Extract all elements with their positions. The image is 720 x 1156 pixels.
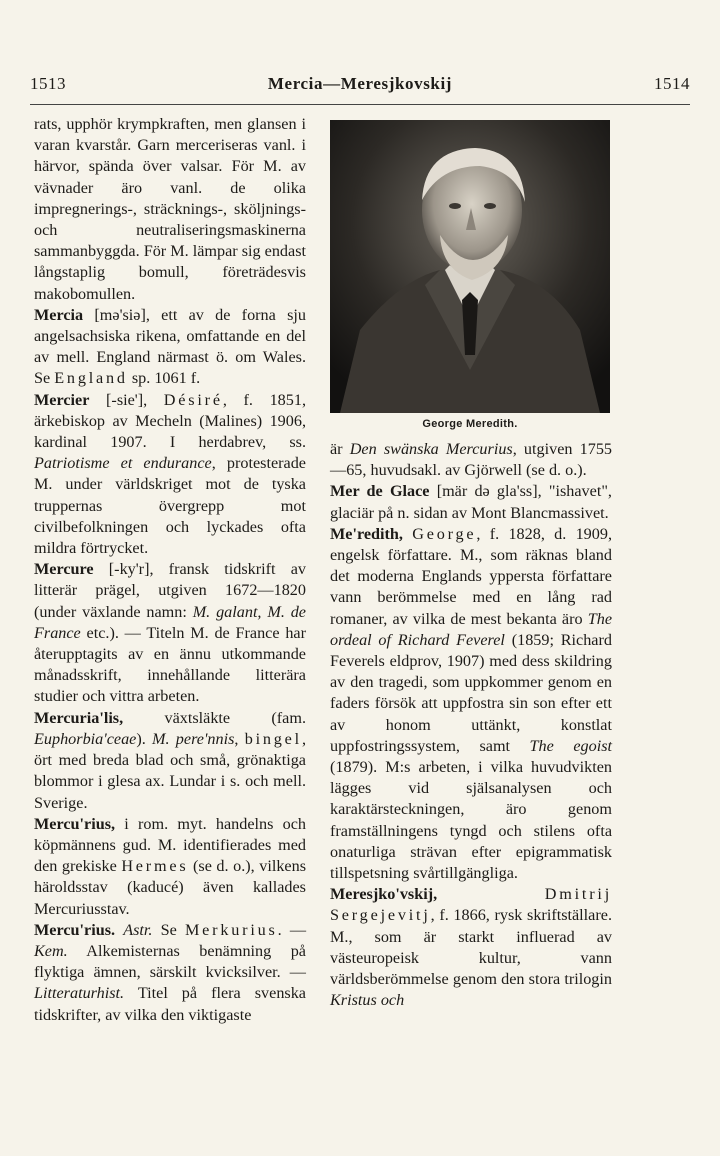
headword: Mercu'rius,	[34, 814, 116, 833]
entry-mercier: Mercier [-sie'], Désiré, f. 1851, ärkebiskop av Mecheln (Malines) 1906, kardinal 1907. I herdabrev, ss. Patriotisme et endurance, protesterade M. under världskriget mot de tyska truppernas övergrepp mot civilbefolkningen och lyckades ofta mildra förtrycket.	[34, 390, 306, 558]
headword: Mercu'rius.	[34, 920, 116, 939]
headword: Mercure	[34, 560, 94, 579]
portrait-illustration	[330, 120, 610, 413]
portrait-photo	[330, 120, 610, 413]
entry-mercia: Mercia [mə'siə], ett av de forna sju angelsachsiska rikena, omfattande en del av mell. England närmast ö. om Wales. Se England sp. 1061 f.	[34, 305, 306, 388]
entry-mercure: Mercure [-ky'r], fransk tidskrift av litterär prägel, utgiven 1672—1820 (under växlande namn: M. galant, M. de France etc.). — Titeln M. de France har återupptagits av en ännu utkommande månadsskrift, innehållande litterära studier och vittra arbeten.	[34, 560, 306, 706]
entry-continuation: rats, upphör krympkraften, men glansen i varan kvarstår. Garn merceriseras vanl. i härvor, spända över valsar. För M. av vävnader äro vanl. de olika impregnerings-, sträcknings-, sköljnings- och neutraliseringsmaskinerna sammanbyggda. För M. lämpar sig endast långstaplig bomull, företrädesvis makobomullen.	[34, 115, 306, 303]
entry-meredith: Me'redith, George, f. 1828, d. 1909, engelsk författare. M., som räknas bland det moderna Englands yppersta författare vann berömmelse med en lång rad romaner, av vilka de mest bekanta äro The ordeal of Richard Feverel (1859; Richard Feverels eldprov, 1907) med dess skildring av den tragedi, som uppkommer genom en faders försök att uppfostra sin son efter ett av honom uttänkt, konstlat uppfostringssystem, samt The egoist (1879). M:s arbeten, i vilka huvudvikten lägges vid själsanalysen och karaktärsteckningen, äro genom framställningens tyngd och stilens ofta onaturliga strävan efter epigrammatisk tillspetsning svårtillgängliga.	[330, 524, 613, 883]
entry-mercurius-myth: Mercu'rius, i rom. myt. handelns och köpmännens gud. M. identifierades med den grekiske Hermes (se d. o.), vilkens häroldsstav (kaducé) även kallades Mercuriusstav.	[34, 814, 306, 918]
headword: Meresjko'vskij,	[330, 885, 438, 904]
headword: Mercuria'lis,	[34, 708, 124, 727]
photo-caption: George Meredith.	[422, 418, 518, 430]
right-column	[330, 439, 612, 1011]
headword: Mer de Glace	[330, 482, 430, 501]
page-number-right: 1514	[654, 74, 690, 93]
entry-meresjkovskij: Meresjko'vskij, Dmitrij Sergejevitj, f. 1866, rysk skriftställare. M., som är starkt influerad av västeuropeisk kultur, vann världsberömmelse genom den stora trilogin Kristus och	[330, 885, 612, 1010]
entry-continuation-right: är Den swänska Mercurius, utgiven 1755—65, huvudsakl. av Gjörwell (se d. o.).	[330, 440, 613, 480]
entry-mer-de-glace: Mer de Glace [mär də gla'ss], "ishavet", glaciär på n. sidan av Mont Blancmassivet.	[330, 482, 612, 522]
entry-mercurialis: Mercuria'lis, växtsläkte (fam. Euphorbia'ceae). M. pere'nnis, bingel, ört med breda blad och små, grönaktiga blommor i glesa ax. Lundar i s. och mell. Sverige.	[34, 708, 306, 812]
page-header	[30, 74, 690, 98]
left-column	[34, 114, 306, 1026]
header-rule	[30, 104, 690, 105]
running-title: Mercia—Meresjkovskij	[267, 74, 453, 93]
entry-mercurius-astr: Mercu'rius. Astr. Se Merkurius. — Kem. Alkemisternas benämning på flyktiga ämnen, särskilt kvicksilver. — Litteraturhist. Titel på flera svenska tidskrifter, av vilka den viktigaste	[34, 920, 307, 1024]
headword: Mercier	[34, 390, 90, 409]
headword: Mercia	[34, 305, 84, 324]
headword: Me'redith,	[330, 524, 403, 543]
page-number-left: 1513	[30, 74, 66, 93]
